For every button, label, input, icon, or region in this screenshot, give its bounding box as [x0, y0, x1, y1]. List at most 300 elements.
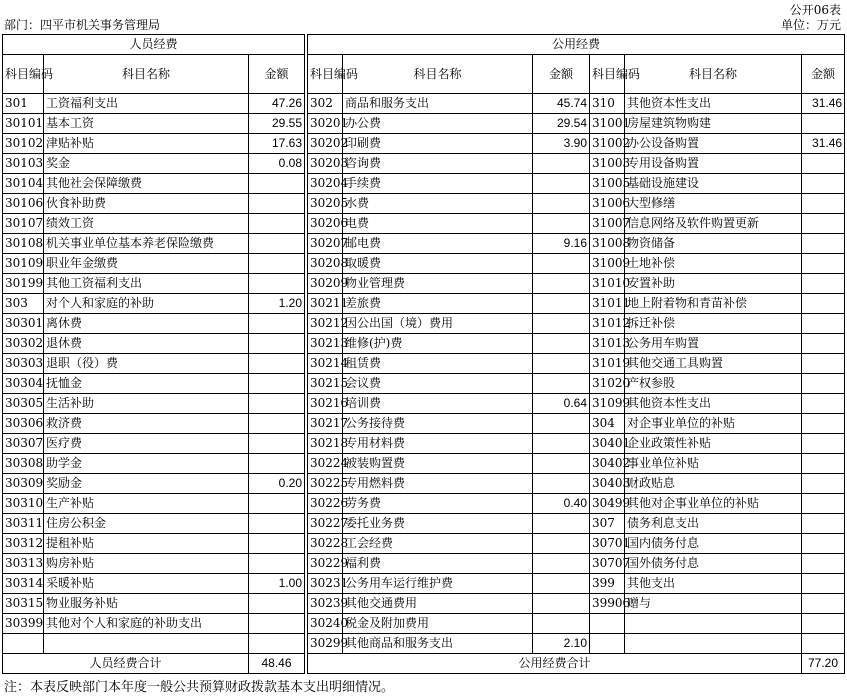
amount-cell [249, 634, 305, 654]
name-cell: 奖励金 [44, 474, 249, 494]
name-cell: 其他工资福利支出 [44, 274, 249, 294]
public-group-header: 公用经费 [308, 35, 845, 55]
amount-cell [802, 294, 845, 314]
amount-cell [533, 294, 590, 314]
code-cell: 31002 [590, 134, 625, 154]
name-cell: 其他商品和服务支出 [343, 634, 533, 654]
code-cell: 31099 [590, 394, 625, 414]
name-cell: 救济费 [44, 414, 249, 434]
code-cell: 30707 [590, 554, 625, 574]
name-cell: 培训费 [343, 394, 533, 414]
code-cell: 30313 [3, 554, 44, 574]
code-cell: 31008 [590, 234, 625, 254]
code-cell: 30311 [3, 514, 44, 534]
name-cell: 退休费 [44, 334, 249, 354]
amount-cell: 9.16 [533, 234, 590, 254]
code-cell: 31010 [590, 274, 625, 294]
amount-cell [533, 334, 590, 354]
amount-cell [802, 194, 845, 214]
table-row [3, 194, 845, 214]
amount-cell [533, 214, 590, 234]
footnote: 注：本表反映部门本年度一般公共预算财政拨款基本支出明细情况。 [4, 680, 395, 695]
amount-cell: 31.46 [802, 134, 845, 154]
amount-cell [802, 354, 845, 374]
code-cell: 30307 [3, 434, 44, 454]
table-row [3, 434, 845, 454]
code-cell: 30301 [3, 314, 44, 334]
amount-cell [802, 114, 845, 134]
table-row [3, 234, 845, 254]
amount-cell [249, 594, 305, 614]
code-cell: 30202 [308, 134, 343, 154]
code-cell: 30106 [3, 194, 44, 214]
amount-cell [802, 154, 845, 174]
code-cell: 30104 [3, 174, 44, 194]
code-cell: 30204 [308, 174, 343, 194]
amount-cell [802, 274, 845, 294]
amount-cell [249, 614, 305, 634]
table-row [3, 134, 845, 154]
table-row [3, 294, 845, 314]
name-cell: 对企事业单位的补贴 [625, 414, 802, 434]
amount-cell [249, 534, 305, 554]
name-cell: 国内债务付息 [625, 534, 802, 554]
amount-cell [249, 414, 305, 434]
amount-cell: 17.63 [249, 134, 305, 154]
code-cell: 30109 [3, 254, 44, 274]
column-header-row [3, 55, 845, 94]
amount-cell: 29.55 [249, 114, 305, 134]
name-cell: 职业年金缴费 [44, 254, 249, 274]
code-cell: 31011 [590, 294, 625, 314]
code-cell: 30205 [308, 194, 343, 214]
name-cell: 赠与 [625, 594, 802, 614]
name-cell: 办公设备购置 [625, 134, 802, 154]
code-cell: 30206 [308, 214, 343, 234]
table-row [3, 514, 845, 534]
code-cell: 30401 [590, 434, 625, 454]
name-cell: 产权参股 [625, 374, 802, 394]
amount-cell [802, 474, 845, 494]
name-cell: 公务用车购置 [625, 334, 802, 354]
code-cell: 30217 [308, 414, 343, 434]
amount-header: 金额 [249, 55, 305, 94]
name-cell: 地上附着物和青苗补偿 [625, 294, 802, 314]
name-cell: 其他对企事业单位的补贴 [625, 494, 802, 514]
amount-cell [802, 594, 845, 614]
name-header: 科目名称 [625, 55, 802, 94]
table-row [3, 274, 845, 294]
amount-cell [533, 254, 590, 274]
code-cell: 30215 [308, 374, 343, 394]
code-cell: 30101 [3, 114, 44, 134]
name-cell [625, 634, 802, 654]
name-cell: 维修(护)费 [343, 334, 533, 354]
name-cell: 国外债务付息 [625, 554, 802, 574]
code-cell: 30108 [3, 234, 44, 254]
name-cell: 大型修缮 [625, 194, 802, 214]
amount-cell [802, 374, 845, 394]
table-row [3, 114, 845, 134]
amount-cell [249, 374, 305, 394]
code-cell: 31003 [590, 154, 625, 174]
amount-cell [249, 274, 305, 294]
amount-cell: 31.46 [802, 94, 845, 114]
code-cell: 30208 [308, 254, 343, 274]
code-cell: 30303 [3, 354, 44, 374]
name-header: 科目名称 [44, 55, 249, 94]
name-cell: 物资储备 [625, 234, 802, 254]
name-cell [625, 614, 802, 634]
table-row [3, 494, 845, 514]
code-cell: 30701 [590, 534, 625, 554]
amount-cell [533, 314, 590, 334]
name-cell: 医疗费 [44, 434, 249, 454]
name-cell: 采暖补贴 [44, 574, 249, 594]
table-row [3, 414, 845, 434]
code-cell: 30207 [308, 234, 343, 254]
table-row [3, 154, 845, 174]
code-cell: 30302 [3, 334, 44, 354]
unit-label: 单位：万元 [780, 18, 841, 32]
table-row [3, 94, 845, 114]
code-cell: 30304 [3, 374, 44, 394]
name-cell: 债务利息支出 [625, 514, 802, 534]
name-cell: 购房补贴 [44, 554, 249, 574]
code-cell: 39906 [590, 594, 625, 614]
name-cell: 生产补贴 [44, 494, 249, 514]
table-row [3, 454, 845, 474]
name-cell: 商品和服务支出 [343, 94, 533, 114]
amount-cell [533, 274, 590, 294]
name-cell: 住房公积金 [44, 514, 249, 534]
amount-cell [249, 434, 305, 454]
amount-cell [802, 454, 845, 474]
amount-cell [533, 514, 590, 534]
code-cell: 310 [590, 94, 625, 114]
name-cell: 土地补偿 [625, 254, 802, 274]
amount-cell: 45.74 [533, 94, 590, 114]
code-cell: 31005 [590, 174, 625, 194]
name-cell: 离休费 [44, 314, 249, 334]
code-cell: 30225 [308, 474, 343, 494]
amount-cell [249, 394, 305, 414]
code-cell: 30203 [308, 154, 343, 174]
amount-cell [802, 174, 845, 194]
amount-cell [533, 154, 590, 174]
code-cell: 30211 [308, 294, 343, 314]
amount-cell [533, 194, 590, 214]
table-number: 公开06表 [789, 3, 841, 17]
name-cell: 机关事业单位基本养老保险缴费 [44, 234, 249, 254]
code-cell: 30229 [308, 554, 343, 574]
code-cell: 303 [3, 294, 44, 314]
name-cell: 委托业务费 [343, 514, 533, 534]
amount-cell [249, 454, 305, 474]
amount-cell: 47.26 [249, 94, 305, 114]
amount-cell [533, 574, 590, 594]
amount-cell: 29.54 [533, 114, 590, 134]
amount-cell [802, 494, 845, 514]
table-row [3, 534, 845, 554]
amount-cell [802, 234, 845, 254]
name-cell: 办公费 [343, 114, 533, 134]
table-row [3, 614, 845, 634]
code-cell: 31009 [590, 254, 625, 274]
code-cell: 30231 [308, 574, 343, 594]
name-header: 科目名称 [343, 55, 533, 94]
amount-cell [249, 354, 305, 374]
public-total-value: 77.20 [802, 654, 845, 674]
amount-cell [249, 234, 305, 254]
amount-cell [802, 254, 845, 274]
code-cell: 30226 [308, 494, 343, 514]
name-cell: 物业管理费 [343, 274, 533, 294]
name-cell [44, 634, 249, 654]
code-cell: 30239 [308, 594, 343, 614]
table-row [3, 634, 845, 654]
name-cell: 房屋建筑物购建 [625, 114, 802, 134]
amount-cell [249, 494, 305, 514]
code-cell: 30310 [3, 494, 44, 514]
code-header: 科目编码 [590, 55, 625, 94]
amount-cell: 0.20 [249, 474, 305, 494]
code-cell: 30299 [308, 634, 343, 654]
amount-cell [249, 334, 305, 354]
name-cell: 生活补助 [44, 394, 249, 414]
amount-cell [533, 434, 590, 454]
name-cell: 水费 [343, 194, 533, 214]
code-cell: 30314 [3, 574, 44, 594]
name-cell: 差旅费 [343, 294, 533, 314]
name-cell: 物业服务补贴 [44, 594, 249, 614]
code-header: 科目编码 [3, 55, 44, 94]
code-cell: 30218 [308, 434, 343, 454]
name-cell: 助学金 [44, 454, 249, 474]
name-cell: 专用设备购置 [625, 154, 802, 174]
amount-cell: 1.00 [249, 574, 305, 594]
code-cell: 30228 [308, 534, 343, 554]
name-cell: 手续费 [343, 174, 533, 194]
code-cell: 31001 [590, 114, 625, 134]
department-label: 部门：四平市机关事务管理局 [4, 18, 161, 32]
code-cell [590, 614, 625, 634]
table-row [3, 394, 845, 414]
amount-cell [802, 554, 845, 574]
code-cell: 31006 [590, 194, 625, 214]
code-cell: 30309 [3, 474, 44, 494]
table-row [3, 374, 845, 394]
code-cell [3, 634, 44, 654]
code-cell: 30499 [590, 494, 625, 514]
table-row [3, 474, 845, 494]
code-cell: 30209 [308, 274, 343, 294]
amount-cell [802, 514, 845, 534]
table-row [3, 214, 845, 234]
amount-cell [802, 434, 845, 454]
name-cell: 专用燃料费 [343, 474, 533, 494]
table-row [3, 314, 845, 334]
amount-header: 金额 [533, 55, 590, 94]
name-cell: 基础设施建设 [625, 174, 802, 194]
code-cell: 30102 [3, 134, 44, 154]
code-cell: 30305 [3, 394, 44, 414]
name-cell: 其他社会保障缴费 [44, 174, 249, 194]
name-cell: 绩效工资 [44, 214, 249, 234]
expenditure-table [2, 34, 845, 674]
amount-cell [533, 614, 590, 634]
name-cell: 取暖费 [343, 254, 533, 274]
table-row [3, 554, 845, 574]
name-cell: 其他交通费用 [343, 594, 533, 614]
amount-cell [533, 594, 590, 614]
amount-cell [802, 214, 845, 234]
name-cell: 工会经费 [343, 534, 533, 554]
name-cell: 其他资本性支出 [625, 394, 802, 414]
personnel-total-value: 48.46 [249, 654, 305, 674]
table-row [3, 174, 845, 194]
personnel-total-label: 人员经费合计 [3, 654, 249, 674]
amount-cell [249, 554, 305, 574]
amount-cell [249, 194, 305, 214]
code-cell: 30224 [308, 454, 343, 474]
name-cell: 因公出国（境）费用 [343, 314, 533, 334]
name-cell: 对个人和家庭的补助 [44, 294, 249, 314]
amount-cell [533, 534, 590, 554]
name-cell: 劳务费 [343, 494, 533, 514]
name-cell: 公务用车运行维护费 [343, 574, 533, 594]
name-cell: 伙食补助费 [44, 194, 249, 214]
name-cell: 会议费 [343, 374, 533, 394]
name-cell: 事业单位补贴 [625, 454, 802, 474]
group-header-row [3, 35, 845, 55]
code-cell: 30107 [3, 214, 44, 234]
code-cell: 31007 [590, 214, 625, 234]
code-cell: 30403 [590, 474, 625, 494]
amount-cell [249, 214, 305, 234]
code-header: 科目编码 [308, 55, 343, 94]
code-cell: 30315 [3, 594, 44, 614]
code-cell: 30201 [308, 114, 343, 134]
code-cell: 30240 [308, 614, 343, 634]
amount-cell [533, 474, 590, 494]
code-cell: 30199 [3, 274, 44, 294]
code-cell: 30399 [3, 614, 44, 634]
name-cell: 其他资本性支出 [625, 94, 802, 114]
code-cell: 30312 [3, 534, 44, 554]
code-cell: 30216 [308, 394, 343, 414]
code-cell: 30214 [308, 354, 343, 374]
code-cell: 31012 [590, 314, 625, 334]
amount-cell: 1.20 [249, 294, 305, 314]
amount-cell [533, 554, 590, 574]
code-cell: 30103 [3, 154, 44, 174]
code-cell: 30213 [308, 334, 343, 354]
name-cell: 其他交通工具购置 [625, 354, 802, 374]
amount-cell: 2.10 [533, 634, 590, 654]
code-cell: 30308 [3, 454, 44, 474]
amount-cell: 0.40 [533, 494, 590, 514]
table-row [3, 354, 845, 374]
amount-cell [802, 334, 845, 354]
amount-cell [533, 374, 590, 394]
name-cell: 提租补贴 [44, 534, 249, 554]
name-cell: 被装购置费 [343, 454, 533, 474]
amount-cell [249, 254, 305, 274]
code-cell: 30212 [308, 314, 343, 334]
code-cell [590, 634, 625, 654]
name-cell: 印刷费 [343, 134, 533, 154]
amount-cell [249, 514, 305, 534]
code-cell: 30306 [3, 414, 44, 434]
amount-header: 金额 [802, 55, 845, 94]
code-cell: 30227 [308, 514, 343, 534]
table-row [3, 574, 845, 594]
code-cell: 304 [590, 414, 625, 434]
name-cell: 奖金 [44, 154, 249, 174]
amount-cell [802, 414, 845, 434]
amount-cell [802, 314, 845, 334]
name-cell: 财政贴息 [625, 474, 802, 494]
code-cell: 31019 [590, 354, 625, 374]
totals-row [3, 654, 845, 674]
name-cell: 公务接待费 [343, 414, 533, 434]
amount-cell [533, 174, 590, 194]
name-cell: 信息网络及软件购置更新 [625, 214, 802, 234]
name-cell: 福利费 [343, 554, 533, 574]
name-cell: 电费 [343, 214, 533, 234]
table-row [3, 594, 845, 614]
name-cell: 税金及附加费用 [343, 614, 533, 634]
amount-cell [533, 414, 590, 434]
name-cell: 邮电费 [343, 234, 533, 254]
name-cell: 津贴补贴 [44, 134, 249, 154]
name-cell: 咨询费 [343, 154, 533, 174]
name-cell: 租赁费 [343, 354, 533, 374]
code-cell: 31013 [590, 334, 625, 354]
amount-cell [802, 634, 845, 654]
name-cell: 其他支出 [625, 574, 802, 594]
amount-cell [533, 354, 590, 374]
table-row [3, 334, 845, 354]
code-cell: 31020 [590, 374, 625, 394]
name-cell: 企业政策性补贴 [625, 434, 802, 454]
name-cell: 安置补助 [625, 274, 802, 294]
name-cell: 基本工资 [44, 114, 249, 134]
code-cell: 302 [308, 94, 343, 114]
amount-cell [249, 314, 305, 334]
name-cell: 抚恤金 [44, 374, 249, 394]
amount-cell [802, 614, 845, 634]
amount-cell [249, 174, 305, 194]
amount-cell [802, 574, 845, 594]
name-cell: 其他对个人和家庭的补助支出 [44, 614, 249, 634]
table-row [3, 254, 845, 274]
code-cell: 30402 [590, 454, 625, 474]
name-cell: 工资福利支出 [44, 94, 249, 114]
code-cell: 307 [590, 514, 625, 534]
amount-cell: 0.08 [249, 154, 305, 174]
amount-cell [802, 534, 845, 554]
personnel-group-header: 人员经费 [3, 35, 305, 55]
amount-cell [533, 454, 590, 474]
amount-cell: 0.64 [533, 394, 590, 414]
name-cell: 退职（役）费 [44, 354, 249, 374]
amount-cell: 3.90 [533, 134, 590, 154]
name-cell: 拆迁补偿 [625, 314, 802, 334]
code-cell: 399 [590, 574, 625, 594]
public-total-label: 公用经费合计 [308, 654, 802, 674]
